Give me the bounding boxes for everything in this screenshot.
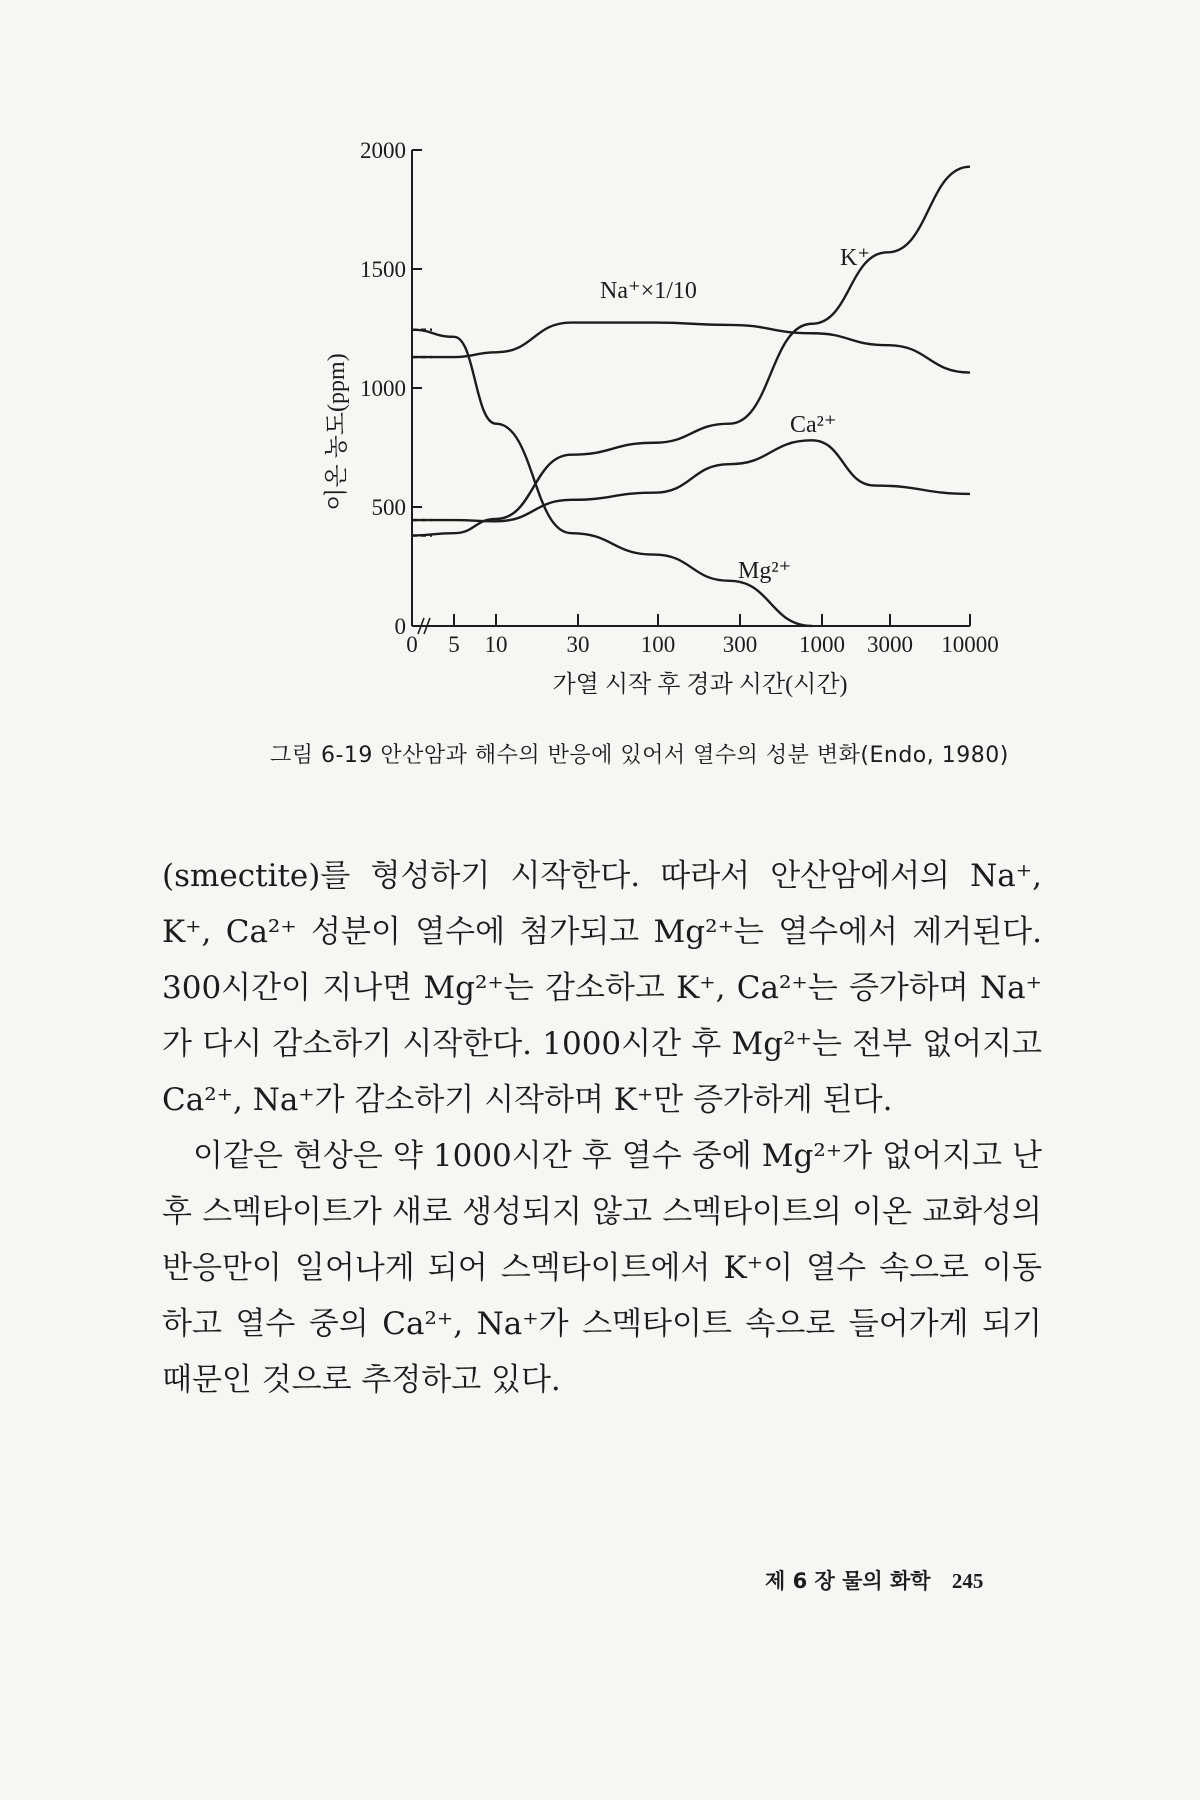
ion-concentration-chart [0,0,1200,720]
x-tick-label: 10 [484,632,508,657]
series-lines [412,167,970,626]
series-label: Na⁺×1/10 [600,278,697,304]
series-line-0 [412,323,970,373]
series-label: Mg²⁺ [738,558,792,584]
paragraph: (smectite)를 형성하기 시작한다. 따라서 안산암에서의 Na⁺, K⁺, Ca²⁺ 성분이 열수에 첨가되고 Mg²⁺는 열수에서 제거된다. 300시간이 지나면 Mg²⁺는 감소하고 K⁺, Ca²⁺는 증가하며 Na⁺가 다시 감소하기 시작한다. 1000시간 후 Mg²⁺는 전부 없어지고 Ca²⁺, Na⁺가 감소하기 시작하며 K⁺만 증가하게 된다. [162,858,1042,1118]
x-tick-label: 0 [406,632,418,657]
y-tick-label: 2000 [360,138,406,163]
y-axis-label: 이온 농도(ppm) [324,353,350,511]
y-tick-label: 0 [394,614,406,639]
figure-caption: 그림 6-19 안산암과 해수의 반응에 있어서 열수의 성분 변화(Endo, 1980) [270,743,1009,768]
x-tick-label: 5 [448,632,460,657]
series-labels [600,245,870,584]
x-tick-label: 100 [640,632,676,657]
page-footer [765,1565,983,1595]
body-text [162,848,1042,1408]
y-tick-label: 1500 [360,257,406,282]
x-tick-label: 30 [566,632,590,657]
x-tick-label: 10000 [941,632,999,657]
x-tick-label: 300 [722,632,758,657]
chart-axes [412,150,970,634]
y-tick-label: 1000 [360,376,406,401]
x-tick-label: 3000 [867,632,913,657]
series-line-2 [412,440,970,521]
x-tick-label: 1000 [799,632,845,657]
x-axis-ticks [406,614,999,657]
x-axis-label: 가열 시작 후 경과 시간(시간) [552,672,848,698]
series-label: Ca²⁺ [790,412,837,438]
chapter-title: 제 6 장 물의 화학 [765,1569,931,1593]
page-number: 245 [951,1569,984,1593]
series-label: K⁺ [840,245,870,271]
y-tick-label: 500 [371,495,406,520]
paragraph: 이같은 현상은 약 1000시간 후 열수 중에 Mg²⁺가 없어지고 난 후 스멕타이트가 새로 생성되지 않고 스멕타이트의 이온 교화성의 반응만이 일어나게 되어 스멕타이트에서 K⁺이 열수 속으로 이동하고 열수 중의 Ca²⁺, Na⁺가 스멕타이트 속으로 들어가게 되기 때문인 것으로 추정하고 있다. [162,1138,1042,1398]
